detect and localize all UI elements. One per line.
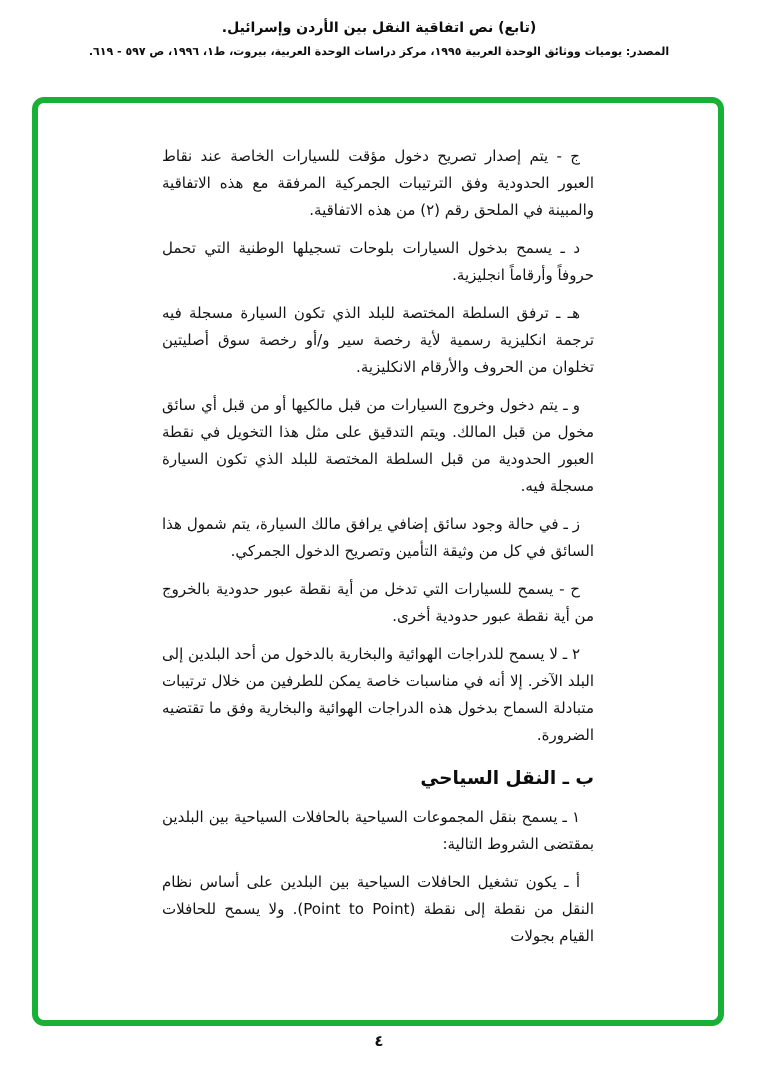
paragraph-ha-english-translation: هـ ـ ترفق السلطة المختصة للبلد الذي تكون السيارة مسجلة فيه ترجمة انكليزية رسمية لأية رخصة سير و/أو رخصة سوق أصليتين تخلوان من الحروف والأرقام الانكليزية. — [162, 304, 594, 376]
paragraph-2-bicycles-motorcycles: ٢ ـ لا يسمح للدراجات الهوائية والبخارية بالدخول من أحد البلدين إلى البلد الآخر. إلا أنه في مناسبات خاصة يمكن للطرفين من خلال ترتيبات متبادلة السماح بدخول هذه الدراجات الهوائية والبخارية وفق ما تقتضيه الضرورة. — [162, 645, 594, 744]
document-source-line: المصدر: يوميات ووثائق الوحدة العربية ١٩٩٥، مركز دراسات الوحدة العربية، بيروت، ط١، ١٩٩٦، ص ٥٩٧ - ٦١٩. — [88, 45, 670, 58]
paragraph-zay-additional-driver: ز ـ في حالة وجود سائق إضافي يرافق مالك السيارة، يتم شمول هذا السائق في كل من وثيقة التأمين وتصريح الدخول الجمركي. — [162, 515, 594, 560]
document-body-text — [162, 143, 594, 950]
section-heading-tourist-transport: ب ـ النقل السياحي — [420, 768, 594, 789]
paragraph-dal-national-plates: د ـ يسمح بدخول السيارات بلوحات تسجيلها الوطنية التي تحمل حروفاً وأرقاماً انجليزية. — [162, 239, 594, 284]
paragraph-1-tourist-groups-buses: ١ ـ يسمح بنقل المجموعات السياحية بالحافلات السياحية بين البلدين بمقتضى الشروط التالية: — [162, 808, 594, 853]
green-border-frame — [32, 97, 724, 1026]
page-number: ٤ — [374, 1032, 384, 1050]
paragraph-hha-border-crossing-points: ح - يسمح للسيارات التي تدخل من أية نقطة عبور حدودية بالخروج من أية نقطة عبور حدودية أخرى. — [162, 580, 594, 625]
paragraph-alif-point-to-point: أ ـ يكون تشغيل الحافلات السياحية بين البلدين على أساس نظام النقل من نقطة إلى نقطة (Point to Point). ولا يسمح للحافلات القيام بجولات — [162, 873, 594, 945]
page-header — [0, 0, 758, 58]
document-title: (تابع) نص اتفاقية النقل بين الأردن وإسرائيل. — [221, 20, 537, 36]
paragraph-jeem-temporary-entry-permit: ج - يتم إصدار تصريح دخول مؤقت للسيارات الخاصة عند نقاط العبور الحدودية وفق الترتيبات الجمركية المرفقة مع هذه الاتفاقية والمبينة في الملحق رقم (٢) من هذه الاتفاقية. — [162, 147, 594, 219]
paragraph-waw-entry-exit-owners: و ـ يتم دخول وخروج السيارات من قبل مالكيها أو من قبل أي سائق مخول من قبل المالك. ويتم التدقيق على مثل هذا التخويل في نقطة العبور الحدودية من قبل السلطة المختصة للبلد الذي تكون السيارة مسجلة فيه. — [162, 396, 594, 495]
